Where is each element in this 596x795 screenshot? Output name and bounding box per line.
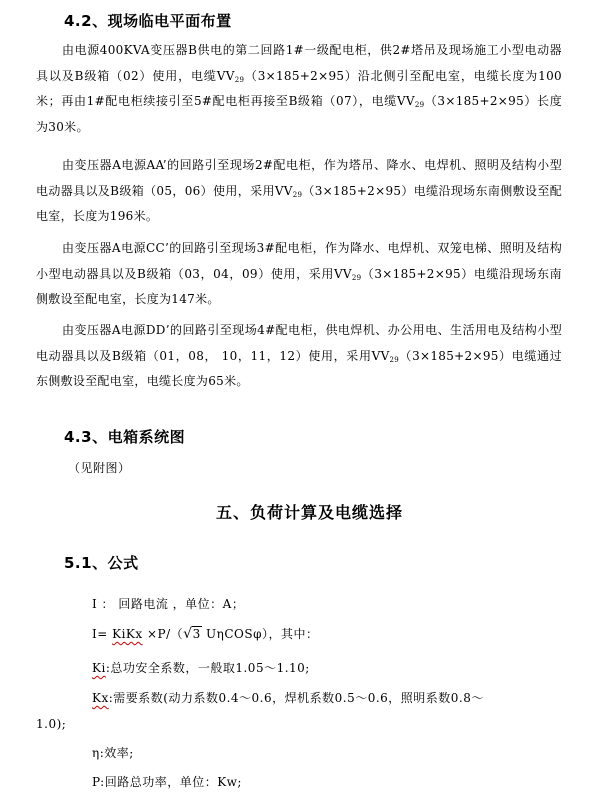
paragraph-1: [36, 38, 562, 140]
p1-sub-2: 29: [414, 101, 425, 109]
def-ki: [92, 656, 310, 681]
p1-text-a: 由电源400KVA变压器B供电的第二回路1#一级配电柜，供2#塔吊及现场施工小型电动器具以及B级箱（02）使用，电缆VV: [36, 43, 562, 83]
formula-i-equals: I=: [92, 627, 113, 641]
sqrt-icon: √: [183, 626, 193, 642]
p3-sub: 29: [351, 273, 362, 282]
def-kx: [92, 686, 484, 711]
formula-where: ），其中：: [262, 627, 319, 641]
formula-eta-cos-phi: ηCOSφ: [216, 627, 262, 641]
p2-sub: 29: [292, 190, 303, 199]
def-kx-text: :需要系数(动力系数0.4～0.6，焊机系数0.5～0.6，照明系数0.8～: [108, 691, 484, 705]
p1-sub-1: 29: [234, 75, 245, 84]
paragraph-3: [36, 236, 562, 313]
formula-times-p: ×P/（: [142, 627, 184, 641]
def-eta: η:效率;: [92, 746, 134, 760]
see-attached-note: （见附图）: [68, 461, 131, 475]
section-4-3-heading: 4.3、电箱系统图: [64, 428, 186, 446]
p4-sub: 29: [389, 355, 400, 364]
formula-u: U: [201, 627, 217, 641]
def-kx-term: Kx: [92, 691, 109, 705]
def-kx-continued: 1.0);: [36, 717, 67, 731]
paragraph-2: [36, 153, 562, 230]
p4-text-b: （3×185+2×95）电缆通过东侧敷设至配电室，电缆长度为65米。: [36, 348, 562, 388]
paragraph-4: [36, 318, 562, 395]
p4-text-a: 由变压器A电源DD’的回路引至现场4#配电柜，供电焊机、办公用电、生活用电及结构小型电动器具以及B级箱（01，08， 10，11，12）使用，采用VV: [36, 323, 562, 363]
p2-text-a: 由变压器A电源AA’的回路引至现场2#配电柜，作为塔吊、降水、电焊机、照明及结构小型电动器具以及B级箱（05，06）使用，采用VV: [36, 158, 562, 198]
formula-line-current: I ： 回路电流 ，单位：A；: [92, 597, 245, 611]
p1-text-b: （3×185+2×95）沿北侧引至配电室，电缆长度为100米；再由1#配电柜续接引至5#配电柜再接至B级箱（07），电缆VV: [36, 68, 562, 108]
formula-kikx: KiKx: [112, 627, 143, 641]
formula-root-3: 3: [192, 627, 201, 641]
chapter-5-title: 五、负荷计算及电缆选择: [216, 503, 404, 522]
def-ki-text: :总功安全系数，一般取1.05～1.10;: [105, 661, 310, 675]
def-p: P:回路总功率，单位：Kw;: [92, 775, 242, 789]
def-ki-term: Ki: [92, 661, 106, 675]
section-5-1-heading: 5.1、公式: [64, 554, 139, 572]
formula-line-main: [92, 622, 319, 647]
p3-text-a: 由变压器A电源CC’的回路引至现场3#配电柜，作为降水、电焊机、双笼电梯、照明及结构小型电动器具以及B级箱（03，04，09）使用，采用VV: [36, 241, 562, 281]
section-4-2-heading: 4.2、现场临电平面布置: [64, 12, 232, 30]
p3-text-b: （3×185+2×95）电缆沿现场东南侧敷设至配电室，长度为147米。: [36, 266, 562, 306]
p2-text-b: （3×185+2×95）电缆沿现场东南侧敷设至配电室，长度为196米。: [36, 183, 563, 223]
p1-text-c: （3×185+2×95）长度为30米。: [36, 94, 562, 134]
